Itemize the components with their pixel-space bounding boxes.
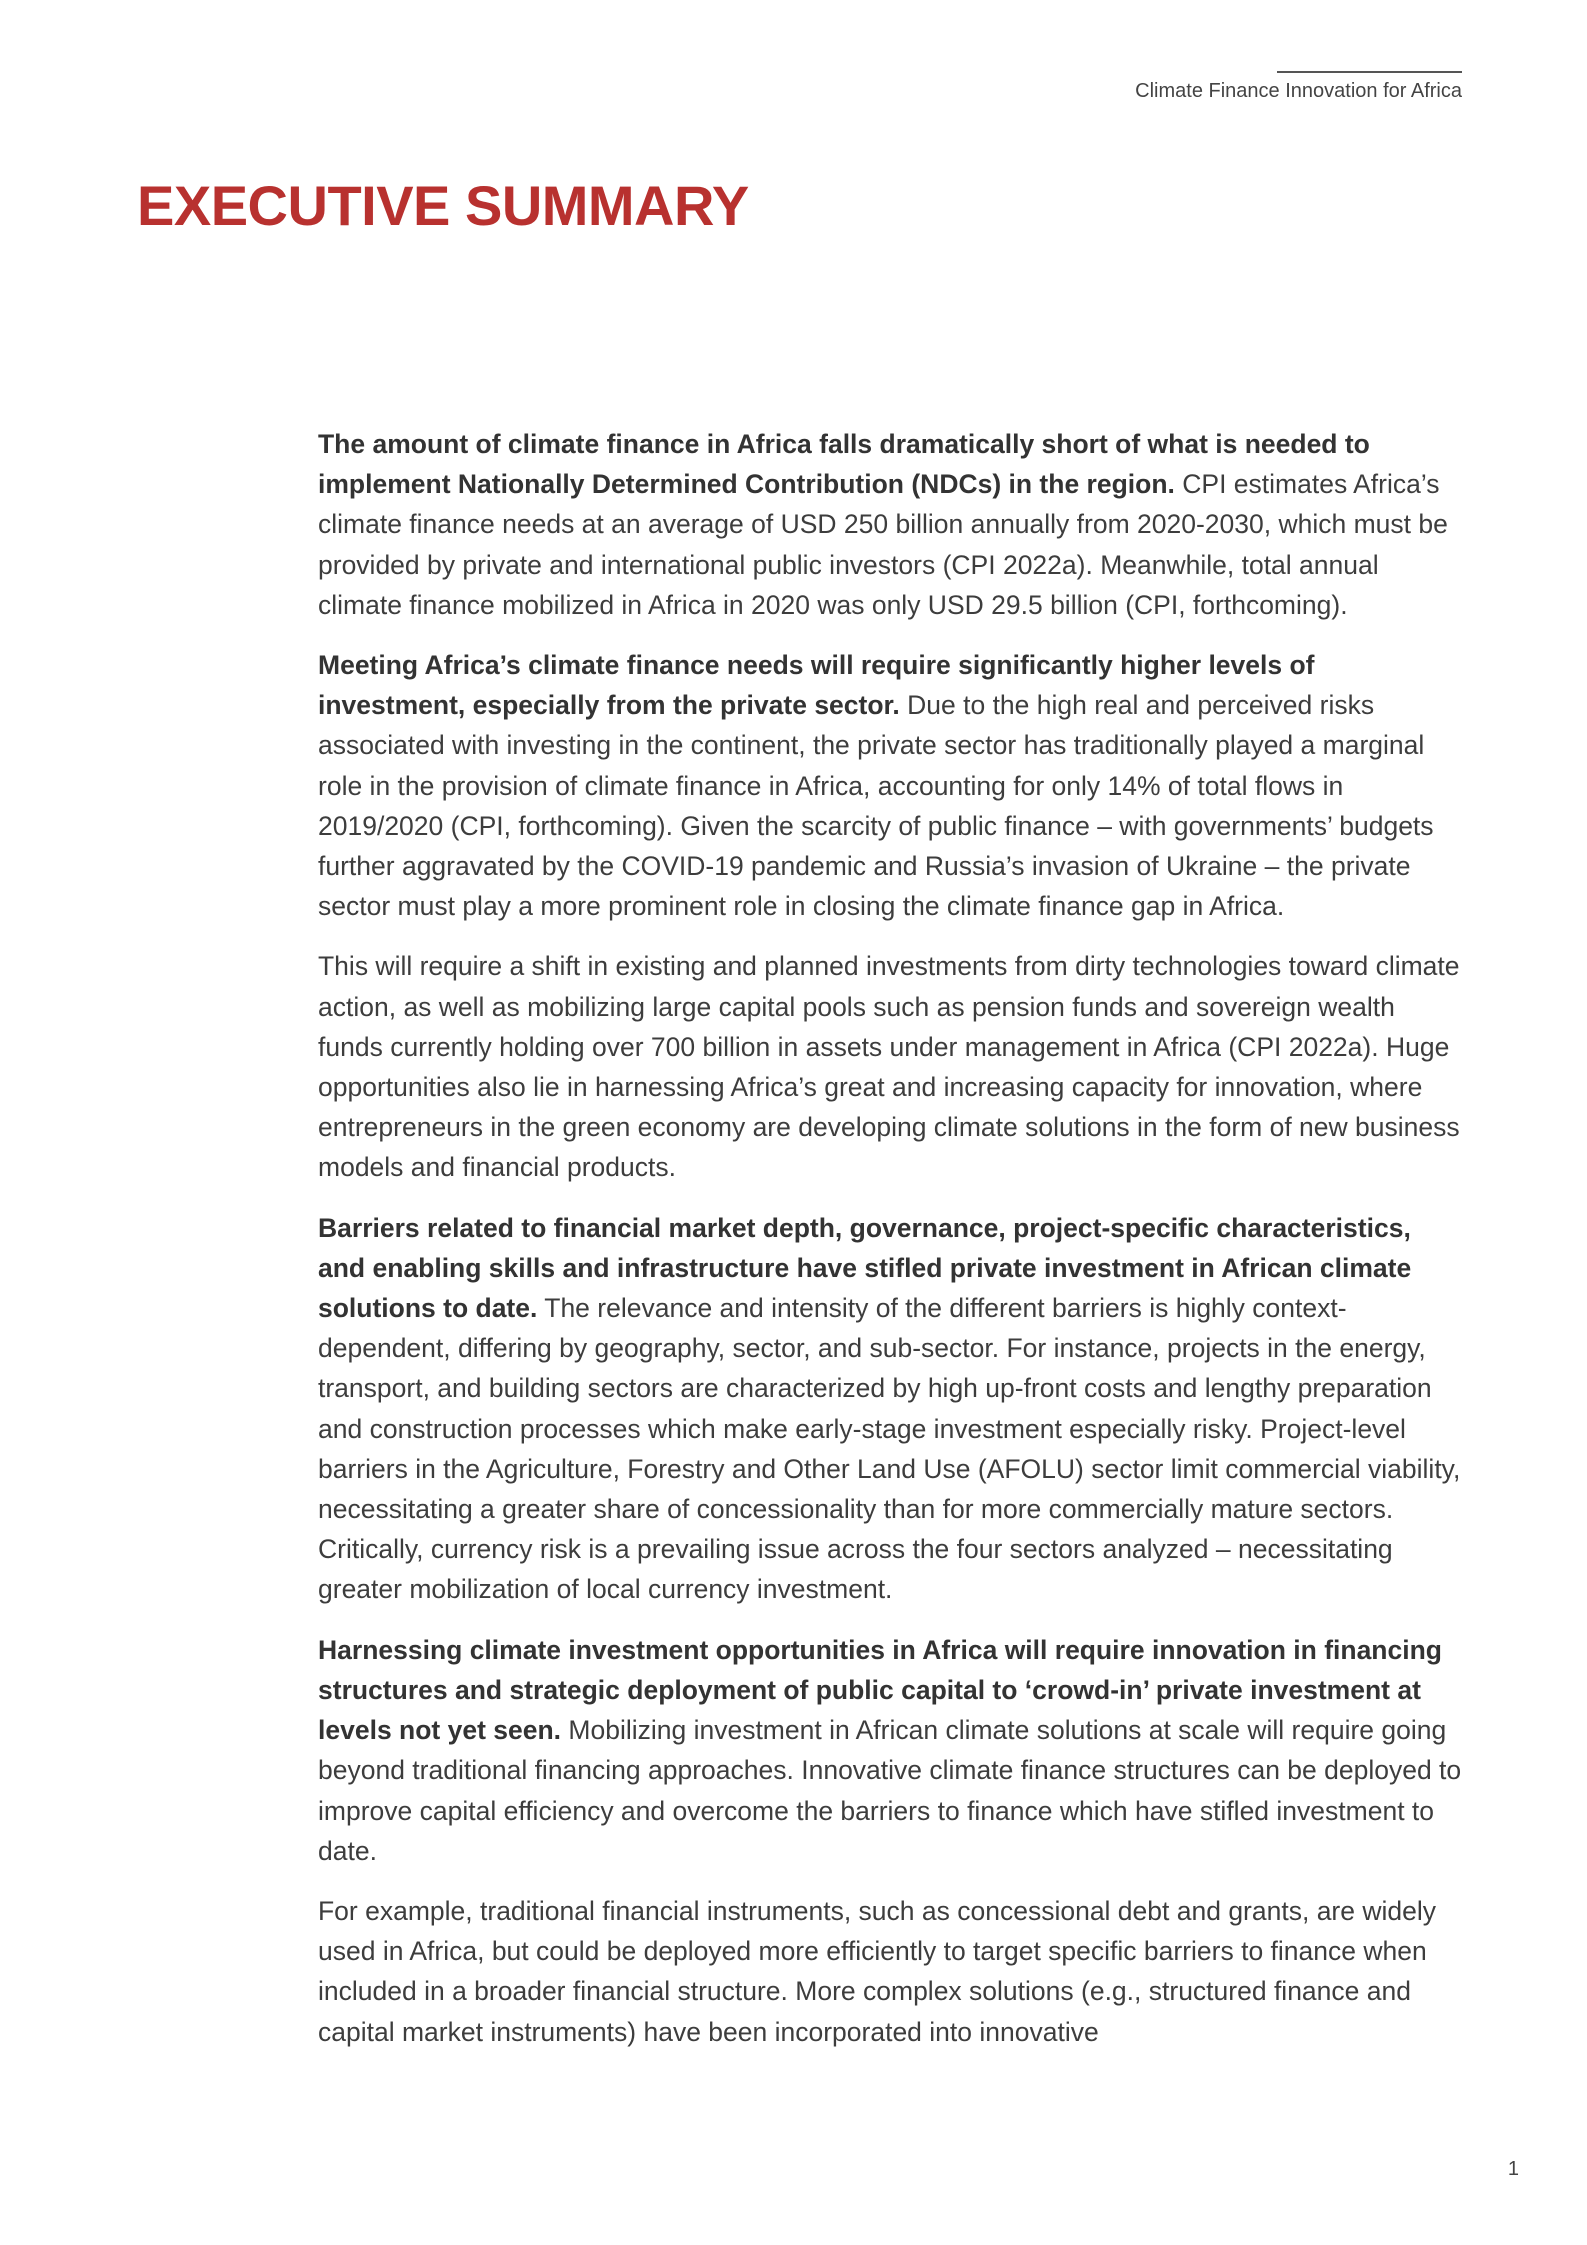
paragraph-text: The relevance and intensity of the different barriers is highly context-dependent, differing by geography, sector, and sub-sector. For instance, projects in the energy, transport, and building sectors are characterized by high up-front costs and lengthy preparation and construction processes which make early-stage investment especially risky. Project-level barriers in the Agriculture, Forestry and Other Land Use (AFOLU) sector limit commercial viability, necessitating a greater share of concessionality than for more commercially mature sectors. Critically, currency risk is a prevailing issue across the four sectors analyzed – necessitating greater mobilization of local currency investment. bbox=[318, 1293, 1461, 1605]
page-title: EXECUTIVE SUMMARY bbox=[137, 174, 749, 237]
paragraph-1 bbox=[318, 424, 1463, 625]
paragraph-4 bbox=[318, 1208, 1463, 1610]
header-rule bbox=[1277, 71, 1462, 73]
paragraph-lead: The amount of climate finance in Africa falls dramatically short of what is needed to implement Nationally Determined Contribution (NDCs) in the region. bbox=[318, 429, 1370, 500]
paragraph-5 bbox=[318, 1630, 1463, 1871]
paragraph-lead: Meeting Africa’s climate finance needs will require significantly higher levels of investment, especially from the private sector. bbox=[318, 650, 1315, 721]
paragraph-text: CPI estimates Africa’s climate finance needs at an average of USD 250 billion annually from 2020-2030, which must be provided by private and international public investors (CPI 2022a). Meanwhile, total annual climate finance mobilized in Africa in 2020 was only USD 29.5 billion (CPI, forthcoming). bbox=[318, 469, 1448, 620]
body-text bbox=[318, 424, 1463, 2072]
paragraph-text: Due to the high real and perceived risks associated with investing in the continent, the private sector has traditionally played a marginal role in the provision of climate finance in Africa, accounting for only 14% of total flows in 2019/2020 (CPI, forthcoming). Given the scarcity of public finance – with governments’ budgets further aggravated by the COVID-19 pandemic and Russia’s invasion of Ukraine – the private sector must play a more prominent role in closing the climate finance gap in Africa. bbox=[318, 690, 1434, 922]
paragraph-text: Mobilizing investment in African climate solutions at scale will require going beyond traditional financing approaches. Innovative climate finance structures can be deployed to improve capital efficiency and overcome the barriers to finance which have stifled investment to date. bbox=[318, 1715, 1462, 1866]
paragraph-6 bbox=[318, 1891, 1463, 2052]
paragraph-text: This will require a shift in existing and planned investments from dirty technologies toward climate action, as well as mobilizing large capital pools such as pension funds and sovereign wealth funds currently holding over 700 billion in assets under management in Africa (CPI 2022a). Huge opportunities also lie in harnessing Africa’s great and increasing capacity for innovation, where entrepreneurs in the green economy are developing climate solutions in the form of new business models and financial products. bbox=[318, 951, 1460, 1183]
paragraph-3 bbox=[318, 946, 1463, 1187]
paragraph-2 bbox=[318, 645, 1463, 926]
paragraph-lead: Harnessing climate investment opportunities in Africa will require innovation in financing structures and strategic deployment of public capital to ‘crowd-in’ private investment at levels not yet seen. bbox=[318, 1634, 1442, 1746]
page-number: 1 bbox=[1507, 2158, 1519, 2180]
paragraph-text: For example, traditional financial instruments, such as concessional debt and grants, are widely used in Africa, but could be deployed more efficiently to target specific barriers to finance when included in a broader financial structure. More complex solutions (e.g., structured finance and capital market instruments) have been incorporated into innovative bbox=[318, 1895, 1436, 2047]
running-header: Climate Finance Innovation for Africa bbox=[1135, 80, 1462, 102]
paragraph-lead: Barriers related to financial market depth, governance, project-specific characteristics, and enabling skills and infrastructure have stifled private investment in African climate solutions to date. bbox=[318, 1212, 1412, 1324]
